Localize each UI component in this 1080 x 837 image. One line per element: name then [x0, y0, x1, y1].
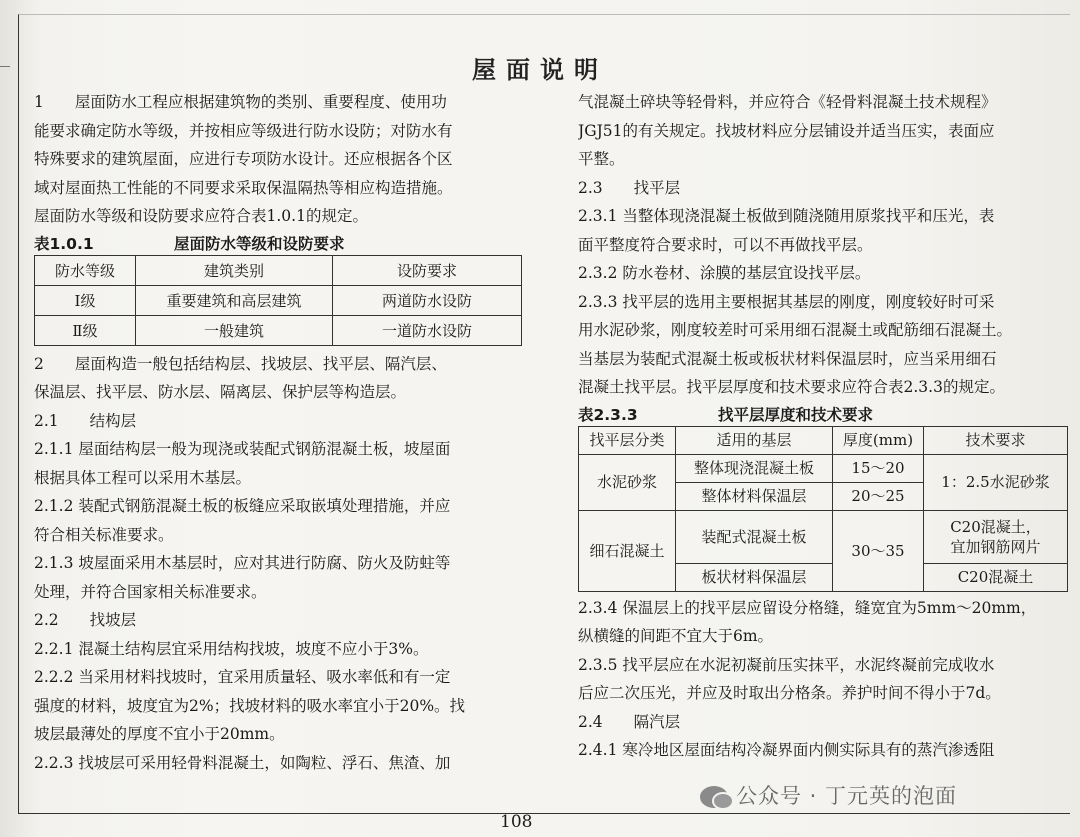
paragraph-line: 用水泥砂浆，刚度较差时可采用细石混凝土或配筋细石混凝土。: [578, 321, 1013, 339]
table-cell: 15～20: [833, 454, 924, 482]
paragraph-line: 2.3.3 找平层的选用主要根据其基层的刚度，刚度较好时可采: [578, 292, 995, 311]
table-1-number: 表1.0.1: [34, 234, 94, 253]
paragraph-line: 2.3.1 当整体现浇混凝土板做到随浇随用原浆找平和压光，表: [578, 207, 995, 225]
section-heading: 2.4 隔汽层: [578, 712, 681, 731]
section-heading: 2.3 找平层: [578, 178, 681, 197]
table-cell: Ⅱ级: [35, 315, 136, 345]
table-cell: 一般建筑: [136, 315, 333, 345]
left-column: [34, 88, 534, 777]
paragraph-line: 域对屋面热工性能的不同要求采取保温隔热等相应构造措施。: [34, 178, 453, 197]
paragraph-line: 处理，并符合国家相关标准要求。: [34, 582, 267, 601]
paragraph-line: 1 屋面防水工程应根据建筑物的类别、重要程度、使用功: [34, 93, 447, 111]
table-cell: 装配式混凝土板: [676, 510, 833, 563]
watermark-text: 公众号 · 丁元英的泡面: [736, 784, 958, 808]
paragraph-line: 当基层为装配式混凝土板或板状材料保温层时，应当采用细石: [578, 349, 997, 368]
page-title: 屋面说明: [472, 55, 608, 84]
table-header-cell: 厚度(mm): [833, 426, 924, 454]
table-cell: 30～35: [833, 510, 924, 591]
paragraph-line: 特殊要求的建筑屋面，应进行专项防水设计。还应根据各个区: [34, 150, 453, 168]
table-header-row: [579, 426, 1068, 454]
table-cell: 1：2.5水泥砂浆: [924, 454, 1068, 510]
paragraph-line: 坡层最薄处的厚度不宜小于20mm。: [34, 725, 285, 743]
paragraph-line: 2.1.2 装配式钢筋混凝土板的板缝应采取嵌填处理措施，并应: [34, 497, 451, 515]
table-cell: 两道防水设防: [333, 285, 522, 315]
table-cell: 板状材料保温层: [676, 563, 833, 591]
paragraph-line: 2.2.3 找坡层可采用轻骨料混凝土，如陶粒、浮石、焦渣、加: [34, 753, 451, 772]
paragraph-line: 能要求确定防水等级，并按相应等级进行防水设防；对防水有: [34, 121, 453, 140]
table-header-cell: 防水等级: [35, 255, 136, 285]
paragraph-line: 混凝土找平层。找平层厚度和技术要求应符合表2.3.3的规定。: [578, 378, 1005, 396]
section-heading: 2.2 找坡层: [34, 611, 137, 629]
table-2-number: 表2.3.3: [578, 405, 638, 424]
table-cell: [924, 510, 1068, 563]
paragraph-line: 2.2.1 混凝土结构层宜采用结构找坡，坡度不应小于3%。: [34, 639, 429, 658]
page-number: 108: [500, 812, 533, 832]
waterproof-grade-table: [34, 255, 522, 346]
right-column: [578, 88, 1068, 765]
table-header-cell: 建筑类别: [136, 255, 333, 285]
paragraph-line: JGJ51的有关规定。找坡材料应分层铺设并适当压实，表面应: [578, 121, 995, 140]
table-cell: 一道防水设防: [333, 315, 522, 345]
paragraph-line: 强度的材料，坡度宜为2%；找坡材料的吸水率宜小于20%。找: [34, 696, 466, 715]
paragraph-line: 2 屋面构造一般包括结构层、找坡层、找平层、隔汽层、: [34, 354, 447, 373]
table-2-title: 找平层厚度和技术要求: [718, 405, 874, 424]
table-1-caption: [34, 233, 534, 255]
table-2-caption: [578, 404, 1068, 426]
paragraph-line: 符合相关标准要求。: [34, 525, 174, 544]
table-header-row: [35, 255, 522, 285]
table-cell-line: 宜加钢筋网片: [950, 537, 1041, 556]
table-cell: 整体现浇混凝土板: [676, 454, 833, 482]
watermark: [700, 780, 957, 810]
table-row: [35, 315, 522, 345]
paragraph-line: 2.2.2 当采用材料找坡时，宜采用质量轻、吸水率低和有一定: [34, 668, 451, 686]
table-header-cell: 设防要求: [333, 255, 522, 285]
paragraph-line: 纵横缝的间距不宜大于6m。: [578, 627, 774, 645]
paragraph-line: 2.1.1 屋面结构层一般为现浇或装配式钢筋混凝土板，坡屋面: [34, 440, 451, 458]
table-header-cell: 找平层分类: [579, 426, 676, 454]
table-cell: 水泥砂浆: [579, 454, 676, 510]
table-cell: 20～25: [833, 482, 924, 510]
table-header-cell: 适用的基层: [676, 426, 833, 454]
paragraph-line: 2.3.4 保温层上的找平层应留设分格缝，缝宽宜为5mm～20mm，: [578, 598, 1037, 617]
table-header-cell: 技术要求: [924, 426, 1068, 454]
table-row: [579, 454, 1068, 482]
paragraph-line: 2.4.1 寒冷地区屋面结构冷凝界面内侧实际具有的蒸汽渗透阻: [578, 741, 995, 759]
paragraph-line: 屋面防水等级和设防要求应符合表1.0.1的规定。: [34, 207, 368, 225]
table-1-title: 屋面防水等级和设防要求: [174, 234, 345, 253]
table-row: [579, 510, 1068, 563]
paragraph-line: 面平整度符合要求时，可以不再做找平层。: [578, 235, 873, 254]
paragraph-line: 后应二次压光，并应及时取出分格条。养护时间不得小于7d。: [578, 684, 1001, 702]
paragraph-line: 2.1.3 坡屋面采用木基层时，应对其进行防腐、防火及防蛀等: [34, 554, 451, 572]
table-cell: 细石混凝土: [579, 510, 676, 591]
paragraph-line: 保温层、找平层、防水层、隔离层、保护层等构造层。: [34, 383, 407, 401]
paragraph-line: 平整。: [578, 150, 625, 168]
wechat-icon: [700, 786, 728, 808]
table-row: [35, 285, 522, 315]
paragraph-line: 2.3.2 防水卷材、涂膜的基层宜设找平层。: [578, 264, 871, 282]
table-cell: 整体材料保温层: [676, 482, 833, 510]
table-cell-line: C20混凝土，: [950, 517, 1041, 536]
paragraph-line: 2.3.5 找平层应在水泥初凝前压实抹平，水泥终凝前完成收水: [578, 655, 995, 674]
paragraph-line: 气混凝土碎块等轻骨料，并应符合《轻骨料混凝土技术规程》: [578, 93, 997, 111]
leveling-layer-table: [578, 426, 1068, 592]
table-cell: C20混凝土: [924, 563, 1068, 591]
table-cell: 重要建筑和高层建筑: [136, 285, 333, 315]
paragraph-line: 根据具体工程可以采用木基层。: [34, 468, 252, 487]
section-heading: 2.1 结构层: [34, 411, 137, 430]
table-cell: Ⅰ级: [35, 285, 136, 315]
